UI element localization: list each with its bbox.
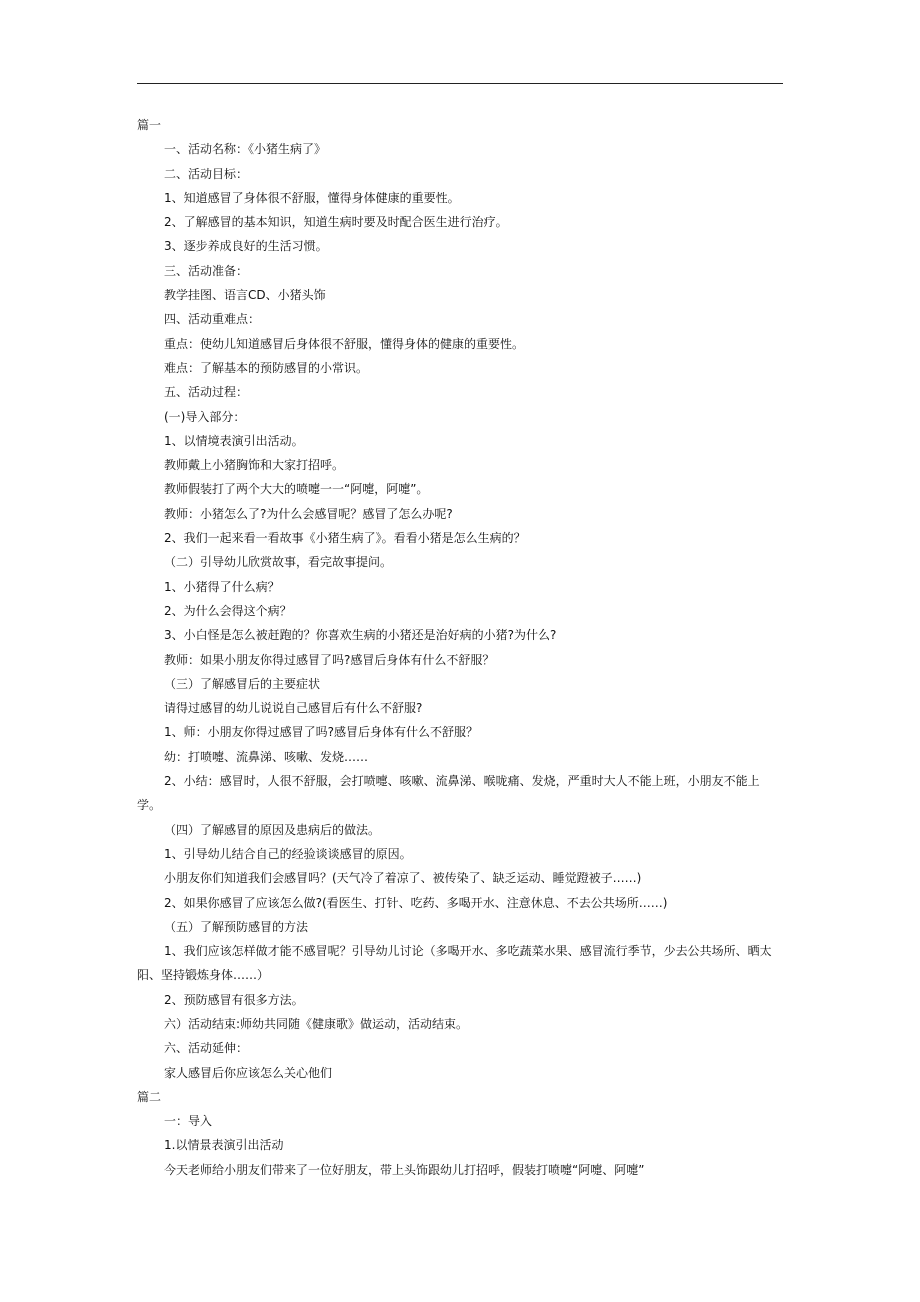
- document-line: （四）了解感冒的原因及患病后的做法。: [164, 822, 381, 837]
- document-line: 3、逐步养成良好的生活习惯。: [164, 239, 328, 254]
- document-line: 幼：打喷嚏、流鼻涕、咳嗽、发烧……: [164, 749, 369, 764]
- document-line: 2、小结：感冒时，人很不舒服，会打喷嚏、咳嗽、流鼻涕、喉咙痛、发烧，严重时大人不能上班，小朋友不能上学。: [137, 774, 760, 813]
- document-line: 1、我们应该怎样做才能不感冒呢？引导幼儿讨论（多喝开水、多吃蔬菜水果、感冒流行季节，少去公共场所、晒太阳、坚持锻炼身体……）: [137, 944, 772, 983]
- document-line: 请得过感冒的幼儿说说自己感冒后有什么不舒服?: [164, 701, 423, 716]
- document-line: 教师：如果小朋友你得过感冒了吗?感冒后身体有什么不舒服？: [164, 652, 495, 667]
- document-line: 今天老师给小朋友们带来了一位好朋友，带上头饰跟幼儿打招呼，假装打喷嚏“阿嚏、阿嚏”: [164, 1162, 645, 1177]
- document-line: 2、了解感冒的基本知识，知道生病时要及时配合医生进行治疗。: [164, 215, 508, 230]
- document-line: 教师戴上小猪胸饰和大家打招呼。: [164, 458, 345, 473]
- document-line: （五）了解预防感冒的方法: [164, 919, 309, 934]
- document-line: 1、小猪得了什么病？: [164, 579, 280, 594]
- document-line: 二、活动目标：: [164, 166, 249, 181]
- document-line: 教师假装打了两个大大的喷嚏一一“阿嚏，阿嚏”。: [164, 482, 429, 497]
- document-line: 3、小白怪是怎么被赶跑的？你喜欢生病的小猪还是治好病的小猪?为什么?: [164, 628, 557, 643]
- document-line: 难点：了解基本的预防感冒的小常识。: [164, 360, 369, 375]
- section-heading: 篇二: [137, 1089, 162, 1104]
- document-line: 重点：使幼儿知道感冒后身体很不舒服，懂得身体的健康的重要性。: [164, 336, 525, 351]
- document-line: 2、如果你感冒了应该怎么做?(看医生、打针、吃药、多喝开水、注意休息、不去公共场所……): [164, 895, 668, 910]
- document-line: 教学挂图、语言CD、小猪头饰: [164, 288, 326, 303]
- document-line: （二）引导幼儿欣赏故事，看完故事提问。: [164, 555, 393, 570]
- document-line: 家人感冒后你应该怎么关心他们: [164, 1065, 333, 1080]
- document-line: （三）了解感冒后的主要症状: [164, 676, 321, 691]
- document-line: 小朋友你们知道我们会感冒吗？(天气冷了着凉了、被传染了、缺乏运动、睡觉蹬被子……): [164, 871, 642, 886]
- document-line: 2、预防感冒有很多方法。: [164, 992, 304, 1007]
- document-line: 三、活动准备：: [164, 263, 249, 278]
- document-line: 1、知道感冒了身体很不舒服，懂得身体健康的重要性。: [164, 190, 460, 205]
- document-line: (一)导入部分：: [164, 409, 246, 424]
- document-line: 一、活动名称：《小猪生病了》: [164, 142, 327, 157]
- document-line: 四、活动重难点：: [164, 312, 261, 327]
- section-heading: 篇一: [137, 118, 162, 132]
- header-rule: [137, 83, 783, 84]
- document-line: 1.以情景表演引出活动: [164, 1138, 284, 1153]
- document-line: 一：导入: [164, 1114, 213, 1129]
- document-line: 2、我们一起来看一看故事《小猪生病了》。看看小猪是怎么生病的？: [164, 531, 526, 546]
- document-line: 1、以情境表演引出活动。: [164, 433, 304, 448]
- document-line: 1、引导幼儿结合自己的经验谈谈感冒的原因。: [164, 846, 412, 861]
- document-line: 五、活动过程：: [164, 385, 249, 400]
- document-line: 1、师：小朋友你得过感冒了吗?感冒后身体有什么不舒服？: [164, 725, 479, 740]
- document-line: 六）活动结束:师幼共同随《健康歌》做运动，活动结束。: [164, 1016, 469, 1031]
- document-line: 2、为什么会得这个病？: [164, 603, 292, 618]
- document-line: 教师：小猪怎么了?为什么会感冒呢？感冒了怎么办呢?: [164, 506, 453, 521]
- document-line: 六、活动延伸：: [164, 1041, 249, 1056]
- document-body: [137, 113, 783, 1182]
